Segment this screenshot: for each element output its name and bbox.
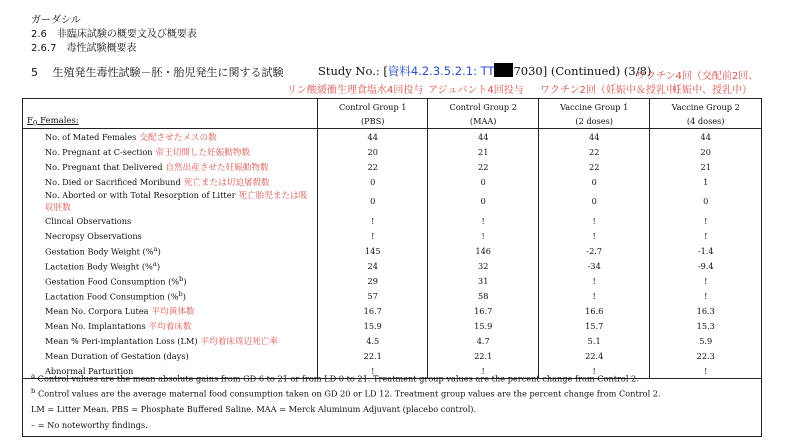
table-cell: 32 bbox=[428, 258, 538, 273]
row-annotation: 自然出産させた妊娠動物数 bbox=[165, 162, 269, 173]
table-row bbox=[23, 129, 762, 145]
table-cell: 21 bbox=[650, 159, 762, 174]
redaction-block bbox=[494, 63, 513, 77]
table-row bbox=[23, 333, 762, 348]
table-cell: 44 bbox=[650, 129, 762, 145]
table-cell: ! bbox=[538, 273, 650, 288]
table-cell: 29 bbox=[318, 273, 428, 288]
table-cell: ! bbox=[650, 363, 762, 379]
table-cell: 146 bbox=[428, 243, 538, 258]
table-cell: 5.9 bbox=[650, 333, 762, 348]
row-annotation: 平均黄体数 bbox=[151, 306, 195, 317]
table-cell: ! bbox=[538, 363, 650, 379]
table-cell: 22 bbox=[538, 144, 650, 159]
table-row bbox=[23, 273, 762, 288]
table-cell: 44 bbox=[538, 129, 650, 145]
table-cell: ! bbox=[428, 228, 538, 243]
table-cell: ! bbox=[318, 213, 428, 228]
row-label: Mean % Peri-implantation Loss (LM) 平均着床周辺死亡率 bbox=[45, 335, 278, 347]
table-cell: 16.3 bbox=[650, 303, 762, 318]
footnote-dash: – = No noteworthy findings. bbox=[31, 420, 148, 430]
table-cell: 15.3 bbox=[650, 318, 762, 333]
row-annotation: 交配させたメスの数 bbox=[139, 132, 217, 143]
footnote-a: $^a$ Control values are the mean absolute gains from GD 6 to 21 or from LD 0 to 21. Treatment group values are the percent change from Control 2. bbox=[31, 372, 639, 384]
table-cell: 4.5 bbox=[318, 333, 428, 348]
table-cell: 1 bbox=[650, 174, 762, 189]
table-row bbox=[23, 213, 762, 228]
table-row bbox=[23, 348, 762, 363]
row-label: Lactation Body Weight (%$^a$) bbox=[45, 259, 161, 272]
table-cell: 31 bbox=[428, 273, 538, 288]
annotation-vaccine1: ワクチン2回（妊娠中＆授乳中） bbox=[540, 85, 686, 96]
table-row bbox=[23, 174, 762, 189]
table-cell: 15.7 bbox=[538, 318, 650, 333]
row-label: Clincal Observations bbox=[45, 215, 132, 226]
row-label: Necropsy Observations bbox=[45, 230, 142, 241]
table-cell: 5.1 bbox=[538, 333, 650, 348]
table-cell: ! bbox=[538, 213, 650, 228]
row-label: Mean No. Corpora Lutea 平均黄体数 bbox=[45, 305, 195, 317]
row-annotation: 平均着床数 bbox=[148, 321, 192, 332]
row-label: No. Aborted or with Total Resorption of Litter 死亡胎児または吸収胚数 bbox=[45, 190, 308, 213]
row-header-label bbox=[23, 114, 318, 129]
table-row bbox=[23, 189, 762, 213]
annotation-vaccine2-line1: ワクチン4回（交配前2回、 bbox=[636, 71, 759, 82]
study-number bbox=[318, 63, 651, 79]
annotation-vaccine2-line2: 妊娠中、授乳中） bbox=[672, 85, 752, 96]
table-cell: 15.9 bbox=[318, 318, 428, 333]
table-cell: ! bbox=[318, 363, 428, 379]
table-cell: 0 bbox=[538, 189, 650, 213]
col-sub-vaccine2: (4 doses) bbox=[650, 114, 762, 129]
table-cell: ! bbox=[318, 228, 428, 243]
table-cell: 16.7 bbox=[318, 303, 428, 318]
table-cell: 20 bbox=[650, 144, 762, 159]
study-suffix: 7030] (Continued) (3/8) bbox=[513, 64, 652, 78]
table-cell: -9.4 bbox=[650, 258, 762, 273]
col-sub-vaccine1: (2 doses) bbox=[538, 114, 650, 129]
table-cell: 44 bbox=[318, 129, 428, 145]
footnote-abbreviations: LM = Litter Mean. PBS = Phosphate Buffered Saline. MAA = Merck Aluminum Adjuvant (placebo control). bbox=[31, 404, 477, 414]
table-cell: ! bbox=[428, 213, 538, 228]
row-label: Abnormal Parturition bbox=[23, 363, 318, 379]
table-cell: ! bbox=[650, 213, 762, 228]
table-cell: 4.7 bbox=[428, 333, 538, 348]
table-cell: 22 bbox=[318, 159, 428, 174]
table-row bbox=[23, 228, 762, 243]
row-label: Gestation Food Consumption (%$^b$) bbox=[45, 274, 187, 287]
col-sub-control2: (MAA) bbox=[428, 114, 538, 129]
table-cell: 145 bbox=[318, 243, 428, 258]
table-row bbox=[23, 144, 762, 159]
table-cell: 21 bbox=[428, 144, 538, 159]
table-cell: 0 bbox=[650, 189, 762, 213]
row-label: Mean Duration of Gestation (days) bbox=[45, 350, 189, 361]
col-header-vaccine1: Vaccine Group 1 bbox=[538, 99, 650, 115]
table-cell: 24 bbox=[318, 258, 428, 273]
col-header-control1: Control Group 1 bbox=[318, 99, 428, 115]
row-label: No. Pregnant at C-section 帝王切開した妊娠動物数 bbox=[45, 146, 251, 158]
table-cell: -34 bbox=[538, 258, 650, 273]
row-label: No. Pregnant that Delivered 自然出産させた妊娠動物数 bbox=[45, 161, 269, 173]
doc-product-name: ガーダシル bbox=[31, 15, 81, 26]
table-cell: 22 bbox=[428, 159, 538, 174]
row-label: Mean No. Implantations 平均着床数 bbox=[45, 320, 192, 332]
table-cell: ! bbox=[650, 288, 762, 303]
table-title-text: 生殖発生毒性試験－胚・胎児発生に関する試験 bbox=[52, 66, 284, 79]
doc-subsection-heading: 2.6.7 毒性試験概要表 bbox=[31, 43, 137, 54]
table-cell: 0 bbox=[318, 189, 428, 213]
col-header-control2: Control Group 2 bbox=[428, 99, 538, 115]
table-row bbox=[23, 243, 762, 258]
table-cell: 58 bbox=[428, 288, 538, 303]
row-annotation: 帝王切開した妊娠動物数 bbox=[155, 147, 251, 158]
table-row bbox=[23, 159, 762, 174]
col-sub-control1: (PBS) bbox=[318, 114, 428, 129]
table-cell: 22.3 bbox=[650, 348, 762, 363]
table-cell: -1.4 bbox=[650, 243, 762, 258]
table-cell: 22.4 bbox=[538, 348, 650, 363]
f0-females-label: $F_0$ Females: bbox=[27, 115, 79, 128]
table-cell: 22 bbox=[538, 159, 650, 174]
row-label: Gestation Body Weight (%$^a$) bbox=[45, 244, 161, 257]
table-cell: ! bbox=[538, 288, 650, 303]
row-annotation: 平均着床周辺死亡率 bbox=[200, 336, 278, 347]
doc-section-heading: 2.6 非臨床試験の概要文及び概要表 bbox=[31, 29, 197, 40]
annotation-control2: アジュバント4回投与 bbox=[428, 85, 524, 96]
row-label: No. Died or Sacrificed Moribund 死亡または切迫屠殺数 bbox=[45, 176, 270, 188]
table-cell: 16.6 bbox=[538, 303, 650, 318]
table-cell: 44 bbox=[428, 129, 538, 145]
table-title bbox=[31, 64, 284, 80]
toxicity-data-table bbox=[22, 98, 762, 379]
col-header-vaccine2: Vaccine Group 2 bbox=[650, 99, 762, 115]
table-cell: 0 bbox=[428, 174, 538, 189]
footnote-b: $^b$ Control values are the average maternal food consumption taken on GD 20 or LD 12. Treatment group values are the percent change from Control 2. bbox=[31, 387, 661, 399]
table-cell: 15.9 bbox=[428, 318, 538, 333]
table-cell: 0 bbox=[428, 189, 538, 213]
table-cell: ! bbox=[650, 228, 762, 243]
row-header-cell bbox=[23, 99, 318, 115]
table-cell: 0 bbox=[318, 174, 428, 189]
table-cell: ! bbox=[538, 228, 650, 243]
table-cell: -2.7 bbox=[538, 243, 650, 258]
table-row bbox=[23, 318, 762, 333]
annotation-control1: リン酸緩衝生理食塩水4回投与 bbox=[287, 85, 424, 96]
table-row bbox=[23, 288, 762, 303]
row-label: No. of Mated Females 交配させたメスの数 bbox=[45, 131, 217, 143]
study-prefix: Study No.: [ bbox=[318, 64, 388, 78]
row-annotation: 死亡または切迫屠殺数 bbox=[183, 177, 270, 188]
table-cell: 57 bbox=[318, 288, 428, 303]
table-row bbox=[23, 258, 762, 273]
table-number: 5 bbox=[31, 66, 38, 79]
row-label: Lactation Food Consumption (%$^b$) bbox=[45, 289, 186, 302]
study-reference-link[interactable]: 資料4.2.3.5.2.1: TT bbox=[387, 64, 495, 78]
table-cell: 22.1 bbox=[318, 348, 428, 363]
table-cell: ! bbox=[650, 273, 762, 288]
table-cell: 16.7 bbox=[428, 303, 538, 318]
table-cell: 20 bbox=[318, 144, 428, 159]
table-row bbox=[23, 303, 762, 318]
table-cell: ! bbox=[428, 363, 538, 379]
row-annotation: 死亡胎児または吸収胚数 bbox=[45, 191, 308, 213]
table-cell: 0 bbox=[538, 174, 650, 189]
table-cell: 22.1 bbox=[428, 348, 538, 363]
